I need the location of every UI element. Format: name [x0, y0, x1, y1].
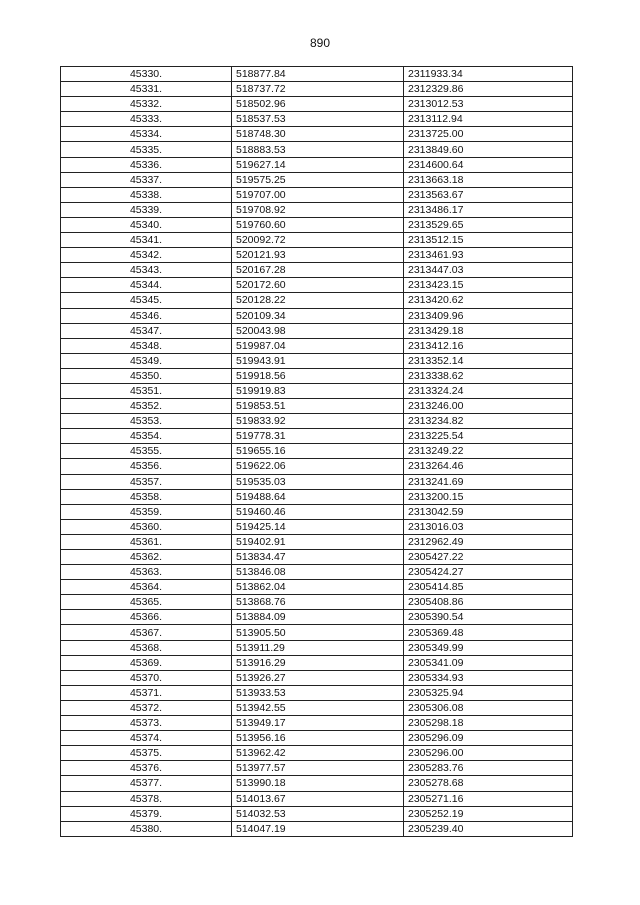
- point-number-cell: 45337.: [61, 172, 232, 187]
- point-number-cell: 45339.: [61, 202, 232, 217]
- y-coordinate-cell: 2305349.99: [404, 640, 573, 655]
- x-coordinate-cell: 518748.30: [232, 127, 404, 142]
- x-coordinate-cell: 519987.04: [232, 338, 404, 353]
- point-number-cell: 45375.: [61, 746, 232, 761]
- y-coordinate-cell: 2314600.64: [404, 157, 573, 172]
- point-number-cell: 45353.: [61, 414, 232, 429]
- y-coordinate-cell: 2312962.49: [404, 534, 573, 549]
- table-row: [61, 625, 573, 640]
- point-number-cell: 45374.: [61, 731, 232, 746]
- y-coordinate-cell: 2313012.53: [404, 97, 573, 112]
- table-row: [61, 112, 573, 127]
- point-number-cell: 45373.: [61, 716, 232, 731]
- y-coordinate-cell: 2313420.62: [404, 293, 573, 308]
- y-coordinate-cell: 2313324.24: [404, 383, 573, 398]
- point-number-cell: 45342.: [61, 248, 232, 263]
- x-coordinate-cell: 513949.17: [232, 716, 404, 731]
- y-coordinate-cell: 2305278.68: [404, 776, 573, 791]
- table-row: [61, 670, 573, 685]
- point-number-cell: 45380.: [61, 821, 232, 836]
- table-row: [61, 761, 573, 776]
- point-number-cell: 45365.: [61, 595, 232, 610]
- table-row: [61, 293, 573, 308]
- table-row: [61, 217, 573, 232]
- table-row: [61, 338, 573, 353]
- point-number-cell: 45364.: [61, 580, 232, 595]
- point-number-cell: 45356.: [61, 459, 232, 474]
- table-row: [61, 504, 573, 519]
- point-number-cell: 45335.: [61, 142, 232, 157]
- y-coordinate-cell: 2313409.96: [404, 308, 573, 323]
- table-row: [61, 67, 573, 82]
- table-row: [61, 806, 573, 821]
- table-row: [61, 519, 573, 534]
- y-coordinate-cell: 2313112.94: [404, 112, 573, 127]
- point-number-cell: 45355.: [61, 444, 232, 459]
- point-number-cell: 45348.: [61, 338, 232, 353]
- table-row: [61, 610, 573, 625]
- x-coordinate-cell: 519760.60: [232, 217, 404, 232]
- point-number-cell: 45346.: [61, 308, 232, 323]
- table-row: [61, 142, 573, 157]
- point-number-cell: 45351.: [61, 383, 232, 398]
- point-number-cell: 45340.: [61, 217, 232, 232]
- table-row: [61, 640, 573, 655]
- x-coordinate-cell: 513956.16: [232, 731, 404, 746]
- y-coordinate-cell: 2313264.46: [404, 459, 573, 474]
- point-number-cell: 45343.: [61, 263, 232, 278]
- y-coordinate-cell: 2313429.18: [404, 323, 573, 338]
- table-row: [61, 278, 573, 293]
- point-number-cell: 45379.: [61, 806, 232, 821]
- y-coordinate-cell: 2313246.00: [404, 399, 573, 414]
- x-coordinate-cell: 519778.31: [232, 429, 404, 444]
- point-number-cell: 45331.: [61, 82, 232, 97]
- table-row: [61, 187, 573, 202]
- point-number-cell: 45350.: [61, 368, 232, 383]
- x-coordinate-cell: 518737.72: [232, 82, 404, 97]
- table-row: [61, 746, 573, 761]
- table-row: [61, 323, 573, 338]
- x-coordinate-cell: 518877.84: [232, 67, 404, 82]
- table-row: [61, 550, 573, 565]
- x-coordinate-cell: 519918.56: [232, 368, 404, 383]
- point-number-cell: 45332.: [61, 97, 232, 112]
- x-coordinate-cell: 514013.67: [232, 791, 404, 806]
- table-row: [61, 248, 573, 263]
- table-row: [61, 716, 573, 731]
- coordinates-table-body: [61, 67, 573, 837]
- x-coordinate-cell: 519535.03: [232, 474, 404, 489]
- x-coordinate-cell: 519627.14: [232, 157, 404, 172]
- table-row: [61, 791, 573, 806]
- x-coordinate-cell: 514047.19: [232, 821, 404, 836]
- x-coordinate-cell: 513911.29: [232, 640, 404, 655]
- y-coordinate-cell: 2313042.59: [404, 504, 573, 519]
- y-coordinate-cell: 2305390.54: [404, 610, 573, 625]
- point-number-cell: 45369.: [61, 655, 232, 670]
- y-coordinate-cell: 2313200.15: [404, 489, 573, 504]
- point-number-cell: 45361.: [61, 534, 232, 549]
- y-coordinate-cell: 2313338.62: [404, 368, 573, 383]
- table-row: [61, 580, 573, 595]
- x-coordinate-cell: 519708.92: [232, 202, 404, 217]
- y-coordinate-cell: 2313249.22: [404, 444, 573, 459]
- table-row: [61, 97, 573, 112]
- y-coordinate-cell: 2305239.40: [404, 821, 573, 836]
- x-coordinate-cell: 520121.93: [232, 248, 404, 263]
- table-row: [61, 263, 573, 278]
- point-number-cell: 45354.: [61, 429, 232, 444]
- point-number-cell: 45333.: [61, 112, 232, 127]
- point-number-cell: 45334.: [61, 127, 232, 142]
- x-coordinate-cell: 519402.91: [232, 534, 404, 549]
- y-coordinate-cell: 2313016.03: [404, 519, 573, 534]
- y-coordinate-cell: 2313529.65: [404, 217, 573, 232]
- point-number-cell: 45336.: [61, 157, 232, 172]
- point-number-cell: 45341.: [61, 233, 232, 248]
- point-number-cell: 45360.: [61, 519, 232, 534]
- point-number-cell: 45338.: [61, 187, 232, 202]
- point-number-cell: 45349.: [61, 353, 232, 368]
- table-row: [61, 233, 573, 248]
- table-row: [61, 383, 573, 398]
- point-number-cell: 45371.: [61, 685, 232, 700]
- x-coordinate-cell: 518537.53: [232, 112, 404, 127]
- x-coordinate-cell: 519488.64: [232, 489, 404, 504]
- y-coordinate-cell: 2313486.17: [404, 202, 573, 217]
- x-coordinate-cell: 519943.91: [232, 353, 404, 368]
- x-coordinate-cell: 519460.46: [232, 504, 404, 519]
- x-coordinate-cell: 514032.53: [232, 806, 404, 821]
- x-coordinate-cell: 513990.18: [232, 776, 404, 791]
- point-number-cell: 45344.: [61, 278, 232, 293]
- x-coordinate-cell: 519575.25: [232, 172, 404, 187]
- point-number-cell: 45368.: [61, 640, 232, 655]
- point-number-cell: 45330.: [61, 67, 232, 82]
- point-number-cell: 45370.: [61, 670, 232, 685]
- table-row: [61, 157, 573, 172]
- point-number-cell: 45372.: [61, 700, 232, 715]
- y-coordinate-cell: 2305369.48: [404, 625, 573, 640]
- x-coordinate-cell: 513926.27: [232, 670, 404, 685]
- table-row: [61, 353, 573, 368]
- x-coordinate-cell: 513933.53: [232, 685, 404, 700]
- x-coordinate-cell: 519622.06: [232, 459, 404, 474]
- table-row: [61, 127, 573, 142]
- x-coordinate-cell: 513834.47: [232, 550, 404, 565]
- table-row: [61, 82, 573, 97]
- y-coordinate-cell: 2305414.85: [404, 580, 573, 595]
- y-coordinate-cell: 2311933.34: [404, 67, 573, 82]
- x-coordinate-cell: 513905.50: [232, 625, 404, 640]
- table-row: [61, 700, 573, 715]
- coordinates-table: [60, 66, 573, 837]
- table-row: [61, 534, 573, 549]
- point-number-cell: 45378.: [61, 791, 232, 806]
- x-coordinate-cell: 513884.09: [232, 610, 404, 625]
- y-coordinate-cell: 2313241.69: [404, 474, 573, 489]
- y-coordinate-cell: 2305283.76: [404, 761, 573, 776]
- x-coordinate-cell: 520043.98: [232, 323, 404, 338]
- page-number: 890: [309, 36, 331, 50]
- y-coordinate-cell: 2305408.86: [404, 595, 573, 610]
- x-coordinate-cell: 520172.60: [232, 278, 404, 293]
- y-coordinate-cell: 2305325.94: [404, 685, 573, 700]
- y-coordinate-cell: 2305306.08: [404, 700, 573, 715]
- table-row: [61, 655, 573, 670]
- table-row: [61, 368, 573, 383]
- y-coordinate-cell: 2313461.93: [404, 248, 573, 263]
- y-coordinate-cell: 2305296.09: [404, 731, 573, 746]
- point-number-cell: 45376.: [61, 761, 232, 776]
- table-row: [61, 685, 573, 700]
- y-coordinate-cell: 2313352.14: [404, 353, 573, 368]
- x-coordinate-cell: 519919.83: [232, 383, 404, 398]
- y-coordinate-cell: 2305296.00: [404, 746, 573, 761]
- x-coordinate-cell: 520092.72: [232, 233, 404, 248]
- y-coordinate-cell: 2305424.27: [404, 565, 573, 580]
- y-coordinate-cell: 2312329.86: [404, 82, 573, 97]
- x-coordinate-cell: 519833.92: [232, 414, 404, 429]
- x-coordinate-cell: 513977.57: [232, 761, 404, 776]
- y-coordinate-cell: 2305341.09: [404, 655, 573, 670]
- point-number-cell: 45377.: [61, 776, 232, 791]
- y-coordinate-cell: 2313234.82: [404, 414, 573, 429]
- x-coordinate-cell: 513942.55: [232, 700, 404, 715]
- point-number-cell: 45362.: [61, 550, 232, 565]
- y-coordinate-cell: 2313563.67: [404, 187, 573, 202]
- y-coordinate-cell: 2305298.18: [404, 716, 573, 731]
- x-coordinate-cell: 520109.34: [232, 308, 404, 323]
- table-row: [61, 308, 573, 323]
- table-row: [61, 489, 573, 504]
- table-row: [61, 565, 573, 580]
- y-coordinate-cell: 2313512.15: [404, 233, 573, 248]
- x-coordinate-cell: 513962.42: [232, 746, 404, 761]
- point-number-cell: 45359.: [61, 504, 232, 519]
- y-coordinate-cell: 2313412.16: [404, 338, 573, 353]
- point-number-cell: 45357.: [61, 474, 232, 489]
- x-coordinate-cell: 513862.04: [232, 580, 404, 595]
- point-number-cell: 45352.: [61, 399, 232, 414]
- table-row: [61, 202, 573, 217]
- x-coordinate-cell: 513846.08: [232, 565, 404, 580]
- y-coordinate-cell: 2313423.15: [404, 278, 573, 293]
- x-coordinate-cell: 519853.51: [232, 399, 404, 414]
- table-row: [61, 429, 573, 444]
- table-row: [61, 444, 573, 459]
- x-coordinate-cell: 518502.96: [232, 97, 404, 112]
- point-number-cell: 45358.: [61, 489, 232, 504]
- x-coordinate-cell: 519655.16: [232, 444, 404, 459]
- point-number-cell: 45345.: [61, 293, 232, 308]
- table-row: [61, 459, 573, 474]
- y-coordinate-cell: 2313663.18: [404, 172, 573, 187]
- x-coordinate-cell: 519707.00: [232, 187, 404, 202]
- y-coordinate-cell: 2305427.22: [404, 550, 573, 565]
- point-number-cell: 45347.: [61, 323, 232, 338]
- point-number-cell: 45363.: [61, 565, 232, 580]
- y-coordinate-cell: 2305271.16: [404, 791, 573, 806]
- table-row: [61, 595, 573, 610]
- x-coordinate-cell: 513868.76: [232, 595, 404, 610]
- x-coordinate-cell: 513916.29: [232, 655, 404, 670]
- y-coordinate-cell: 2313225.54: [404, 429, 573, 444]
- table-row: [61, 414, 573, 429]
- table-row: [61, 474, 573, 489]
- y-coordinate-cell: 2305334.93: [404, 670, 573, 685]
- y-coordinate-cell: 2313849.60: [404, 142, 573, 157]
- x-coordinate-cell: 518883.53: [232, 142, 404, 157]
- x-coordinate-cell: 520167.28: [232, 263, 404, 278]
- table-row: [61, 731, 573, 746]
- table-row: [61, 399, 573, 414]
- point-number-cell: 45366.: [61, 610, 232, 625]
- table-row: [61, 172, 573, 187]
- y-coordinate-cell: 2305252.19: [404, 806, 573, 821]
- y-coordinate-cell: 2313725.00: [404, 127, 573, 142]
- point-number-cell: 45367.: [61, 625, 232, 640]
- table-row: [61, 821, 573, 836]
- table-row: [61, 776, 573, 791]
- y-coordinate-cell: 2313447.03: [404, 263, 573, 278]
- x-coordinate-cell: 519425.14: [232, 519, 404, 534]
- x-coordinate-cell: 520128.22: [232, 293, 404, 308]
